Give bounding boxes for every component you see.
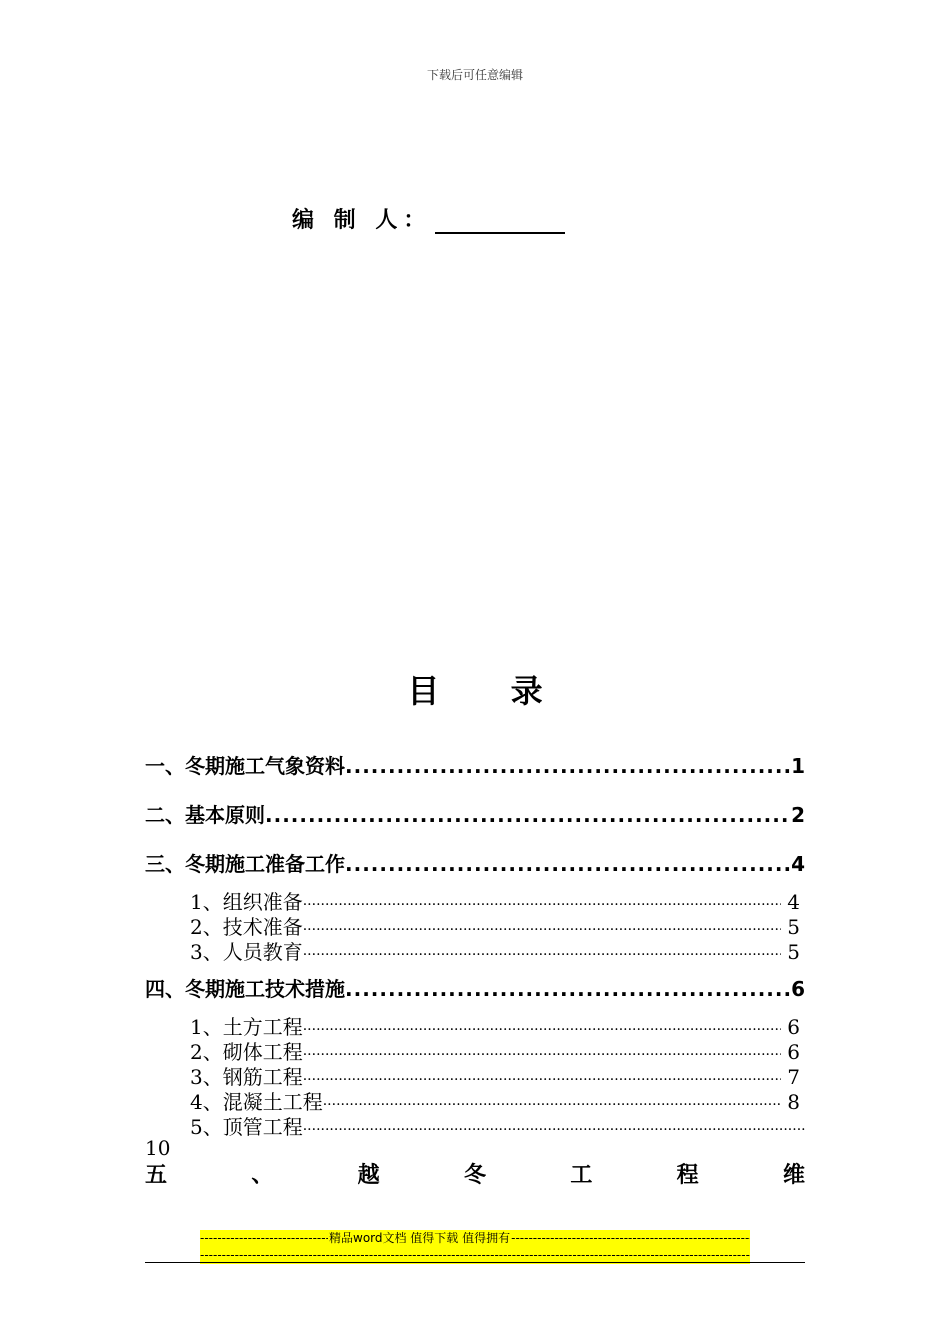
- toc-leader-dots: [265, 803, 791, 827]
- toc-sub-label: 1、土方工程: [190, 1015, 303, 1039]
- toc-leader-dots: [303, 1122, 805, 1138]
- compiler-field: [292, 203, 565, 234]
- toc-section-5-justified[interactable]: [145, 1158, 805, 1189]
- toc-section-page: 4: [791, 852, 805, 876]
- toc-section-label: 四、冬期施工技术措施: [145, 977, 345, 1001]
- toc-leader-dots: [345, 754, 791, 778]
- toc-section-label: 二、基本原则: [145, 803, 265, 827]
- toc-sub-label: 2、砌体工程: [190, 1040, 303, 1064]
- toc-char: 工: [570, 1163, 593, 1188]
- toc-section-page: 6: [791, 977, 805, 1001]
- toc-char: 程: [676, 1163, 699, 1188]
- toc-section-page: 2: [791, 803, 805, 827]
- toc-section-4[interactable]: [145, 973, 805, 1002]
- dash-fill: [200, 1230, 328, 1247]
- toc-section-label: 一、冬期施工气象资料: [145, 754, 345, 778]
- toc-sub-label: 4、混凝土工程: [190, 1090, 323, 1114]
- header-note: 下载后可任意编辑: [426, 68, 523, 82]
- toc-section-label: 三、冬期施工准备工作: [145, 852, 345, 876]
- toc-section-3[interactable]: [145, 848, 805, 877]
- toc-sub-label: 3、钢筋工程: [190, 1065, 303, 1089]
- compiler-label: 编 制 人：: [292, 208, 432, 233]
- toc-leader-dots: [303, 947, 782, 963]
- toc-sub-page: 5: [787, 940, 800, 964]
- toc-char: 冬: [463, 1163, 486, 1188]
- toc-section-1[interactable]: [145, 750, 805, 779]
- footer-rule: [145, 1262, 805, 1263]
- toc-sub-label: 5、顶管工程: [190, 1115, 303, 1139]
- toc-sub-label: 1、组织准备: [190, 890, 303, 914]
- footer-banner: [200, 1230, 750, 1264]
- toc-leader-dots: [345, 977, 791, 1001]
- toc-char: 、: [251, 1163, 274, 1188]
- toc-sub-page: 4: [787, 890, 800, 914]
- toc-section-2[interactable]: [145, 799, 805, 828]
- toc-sub-label: 3、人员教育: [190, 940, 303, 964]
- footer-banner-text: 精品word文档 值得下载 值得拥有: [329, 1231, 511, 1245]
- toc-sub-page: 6: [787, 1015, 800, 1039]
- footer-banner-row: [200, 1230, 750, 1247]
- toc-char: 五: [145, 1163, 168, 1188]
- toc-sub-page: 5: [787, 915, 800, 939]
- dash-fill: [511, 1230, 750, 1247]
- toc-sub-page: 7: [787, 1065, 800, 1089]
- toc-title: 目 录: [407, 672, 573, 710]
- toc-sub-3-3[interactable]: [190, 936, 800, 965]
- toc-sub-page: 8: [787, 1090, 800, 1114]
- toc-sub-4-5[interactable]: [190, 1111, 805, 1140]
- toc-section-page: 1: [791, 754, 805, 778]
- toc-sub-page-wrapped: 10: [145, 1136, 171, 1160]
- toc-char: 越: [357, 1163, 380, 1188]
- compiler-blank-line: [435, 206, 565, 234]
- toc-leader-dots: [345, 852, 791, 876]
- toc-char: 维: [782, 1163, 805, 1188]
- toc-sub-page: 6: [787, 1040, 800, 1064]
- toc-sub-label: 2、技术准备: [190, 915, 303, 939]
